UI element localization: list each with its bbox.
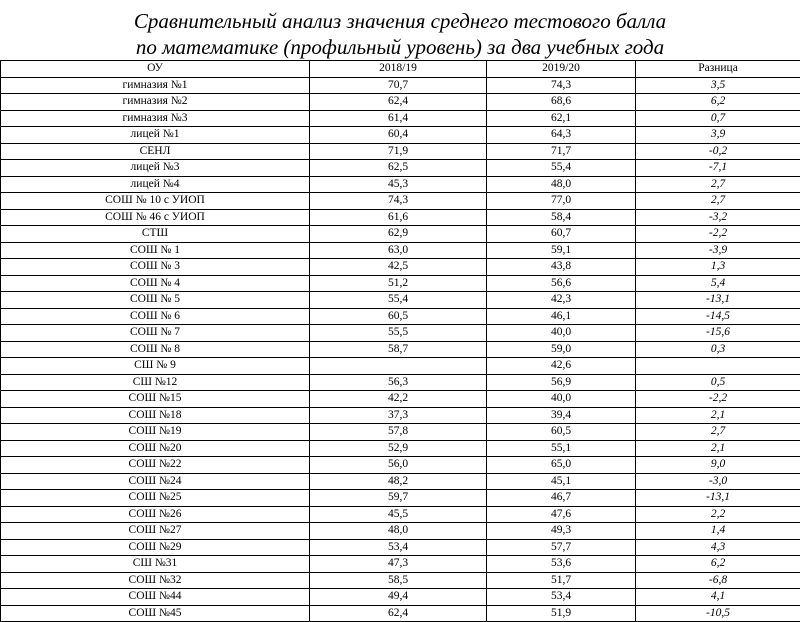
score-2019-20-cell: 43,8 — [487, 259, 636, 276]
score-2019-20-cell: 56,9 — [487, 374, 636, 391]
table-row — [1, 94, 800, 111]
table-row — [1, 440, 800, 457]
header-difference: Разница — [636, 61, 800, 78]
score-2018-19-cell: 48,2 — [310, 473, 487, 490]
difference-cell — [636, 358, 800, 375]
title-line-2: по математике (профильный уровень) за два учебных года — [0, 34, 800, 60]
difference-cell: 2,7 — [636, 193, 800, 210]
school-cell: СОШ № 1 — [1, 242, 310, 259]
table-row — [1, 407, 800, 424]
school-cell: СОШ №45 — [1, 605, 310, 622]
school-cell: гимназия №2 — [1, 94, 310, 111]
score-2018-19-cell: 42,5 — [310, 259, 487, 276]
table-row — [1, 605, 800, 622]
table-row — [1, 341, 800, 358]
score-2019-20-cell: 51,9 — [487, 605, 636, 622]
table-row — [1, 523, 800, 540]
score-2018-19-cell: 56,3 — [310, 374, 487, 391]
score-2018-19-cell: 60,4 — [310, 127, 487, 144]
table-row — [1, 424, 800, 441]
score-2019-20-cell: 74,3 — [487, 77, 636, 94]
table-header-row — [1, 61, 800, 78]
score-2019-20-cell: 71,7 — [487, 143, 636, 160]
score-2019-20-cell: 58,4 — [487, 209, 636, 226]
difference-cell: 2,1 — [636, 407, 800, 424]
score-2018-19-cell: 52,9 — [310, 440, 487, 457]
school-cell: СОШ №25 — [1, 490, 310, 507]
difference-cell: 4,3 — [636, 539, 800, 556]
school-cell: гимназия №3 — [1, 110, 310, 127]
difference-cell: 0,7 — [636, 110, 800, 127]
school-cell: лицей №4 — [1, 176, 310, 193]
score-2019-20-cell: 49,3 — [487, 523, 636, 540]
school-cell: СОШ №15 — [1, 391, 310, 408]
difference-cell: -13,1 — [636, 490, 800, 507]
difference-cell: -6,8 — [636, 572, 800, 589]
header-2019-20: 2019/20 — [487, 61, 636, 78]
school-cell: СОШ № 7 — [1, 325, 310, 342]
score-2019-20-cell: 40,0 — [487, 391, 636, 408]
score-2019-20-cell: 39,4 — [487, 407, 636, 424]
score-2018-19-cell: 58,7 — [310, 341, 487, 358]
school-cell: СОШ №44 — [1, 589, 310, 606]
difference-cell: -7,1 — [636, 160, 800, 177]
difference-cell: -2,2 — [636, 226, 800, 243]
difference-cell: 3,9 — [636, 127, 800, 144]
header-school: ОУ — [1, 61, 310, 78]
school-cell: лицей №1 — [1, 127, 310, 144]
table-row — [1, 308, 800, 325]
difference-cell: 2,7 — [636, 176, 800, 193]
table-row — [1, 391, 800, 408]
score-2018-19-cell: 45,5 — [310, 506, 487, 523]
score-2019-20-cell: 53,4 — [487, 589, 636, 606]
score-2019-20-cell: 46,7 — [487, 490, 636, 507]
difference-cell: -3,9 — [636, 242, 800, 259]
table-row — [1, 358, 800, 375]
score-2018-19-cell: 61,4 — [310, 110, 487, 127]
table-row — [1, 556, 800, 573]
header-2018-19: 2018/19 — [310, 61, 487, 78]
score-2019-20-cell: 42,3 — [487, 292, 636, 309]
score-2019-20-cell: 56,6 — [487, 275, 636, 292]
score-2018-19-cell: 60,5 — [310, 308, 487, 325]
school-cell: лицей №3 — [1, 160, 310, 177]
score-2019-20-cell: 40,0 — [487, 325, 636, 342]
difference-cell: 6,2 — [636, 94, 800, 111]
table-row — [1, 160, 800, 177]
difference-cell: 2,7 — [636, 424, 800, 441]
table-row — [1, 292, 800, 309]
table-row — [1, 473, 800, 490]
score-2018-19-cell: 63,0 — [310, 242, 487, 259]
score-2018-19-cell: 70,7 — [310, 77, 487, 94]
score-2018-19-cell: 47,3 — [310, 556, 487, 573]
difference-cell: 0,3 — [636, 341, 800, 358]
school-cell: СОШ №24 — [1, 473, 310, 490]
school-cell: СШ №12 — [1, 374, 310, 391]
difference-cell: 3,5 — [636, 77, 800, 94]
score-2018-19-cell: 55,4 — [310, 292, 487, 309]
school-cell: СОШ №26 — [1, 506, 310, 523]
table-row — [1, 539, 800, 556]
score-2019-20-cell: 68,6 — [487, 94, 636, 111]
difference-cell: -3,0 — [636, 473, 800, 490]
score-2019-20-cell: 55,4 — [487, 160, 636, 177]
score-2019-20-cell: 45,1 — [487, 473, 636, 490]
difference-cell: -13,1 — [636, 292, 800, 309]
table-row — [1, 226, 800, 243]
score-2019-20-cell: 60,5 — [487, 424, 636, 441]
school-cell: СОШ №32 — [1, 572, 310, 589]
score-2018-19-cell: 61,6 — [310, 209, 487, 226]
table-row — [1, 110, 800, 127]
difference-cell: -14,5 — [636, 308, 800, 325]
difference-cell: 1,3 — [636, 259, 800, 276]
school-cell: СОШ № 5 — [1, 292, 310, 309]
difference-cell: 2,2 — [636, 506, 800, 523]
score-2018-19-cell: 59,7 — [310, 490, 487, 507]
score-2019-20-cell: 47,6 — [487, 506, 636, 523]
school-cell: СШ № 9 — [1, 358, 310, 375]
score-2019-20-cell: 59,0 — [487, 341, 636, 358]
document-title — [0, 8, 800, 60]
school-cell: СОШ №27 — [1, 523, 310, 540]
school-cell: СОШ №29 — [1, 539, 310, 556]
difference-cell: -3,2 — [636, 209, 800, 226]
table-row — [1, 259, 800, 276]
score-2018-19-cell — [310, 358, 487, 375]
score-2019-20-cell: 46,1 — [487, 308, 636, 325]
difference-cell: 5,4 — [636, 275, 800, 292]
difference-cell: 0,5 — [636, 374, 800, 391]
table-row — [1, 242, 800, 259]
score-2018-19-cell: 55,5 — [310, 325, 487, 342]
score-2019-20-cell: 59,1 — [487, 242, 636, 259]
score-2019-20-cell: 60,7 — [487, 226, 636, 243]
score-2018-19-cell: 45,3 — [310, 176, 487, 193]
table-row — [1, 374, 800, 391]
score-2018-19-cell: 56,0 — [310, 457, 487, 474]
score-2019-20-cell: 42,6 — [487, 358, 636, 375]
score-2018-19-cell: 62,5 — [310, 160, 487, 177]
table-row — [1, 143, 800, 160]
score-2019-20-cell: 65,0 — [487, 457, 636, 474]
score-2018-19-cell: 74,3 — [310, 193, 487, 210]
score-2018-19-cell: 37,3 — [310, 407, 487, 424]
school-cell: СОШ № 46 с УИОП — [1, 209, 310, 226]
difference-cell: 9,0 — [636, 457, 800, 474]
school-cell: СОШ № 8 — [1, 341, 310, 358]
table-row — [1, 589, 800, 606]
school-cell: СОШ № 6 — [1, 308, 310, 325]
score-2019-20-cell: 51,7 — [487, 572, 636, 589]
table-row — [1, 209, 800, 226]
school-cell: СОШ № 4 — [1, 275, 310, 292]
school-cell: СОШ №20 — [1, 440, 310, 457]
table-row — [1, 77, 800, 94]
difference-cell: -15,6 — [636, 325, 800, 342]
title-line-1: Сравнительный анализ значения среднего тестового балла — [0, 8, 800, 34]
score-2018-19-cell: 48,0 — [310, 523, 487, 540]
school-cell: СОШ №22 — [1, 457, 310, 474]
table-row — [1, 572, 800, 589]
score-2018-19-cell: 58,5 — [310, 572, 487, 589]
difference-cell: 6,2 — [636, 556, 800, 573]
score-2018-19-cell: 71,9 — [310, 143, 487, 160]
score-2018-19-cell: 62,4 — [310, 605, 487, 622]
table-row — [1, 325, 800, 342]
school-cell: СОШ № 10 с УИОП — [1, 193, 310, 210]
score-2019-20-cell: 62,1 — [487, 110, 636, 127]
score-2019-20-cell: 57,7 — [487, 539, 636, 556]
school-cell: гимназия №1 — [1, 77, 310, 94]
difference-cell: -10,5 — [636, 605, 800, 622]
score-2019-20-cell: 77,0 — [487, 193, 636, 210]
table-row — [1, 176, 800, 193]
difference-cell: 2,1 — [636, 440, 800, 457]
table-row — [1, 193, 800, 210]
difference-cell: -2,2 — [636, 391, 800, 408]
table-row — [1, 275, 800, 292]
score-2019-20-cell: 53,6 — [487, 556, 636, 573]
table-row — [1, 506, 800, 523]
table-row — [1, 490, 800, 507]
table-row — [1, 127, 800, 144]
score-2018-19-cell: 62,9 — [310, 226, 487, 243]
score-2018-19-cell: 51,2 — [310, 275, 487, 292]
difference-cell: -0,2 — [636, 143, 800, 160]
school-cell: СОШ № 3 — [1, 259, 310, 276]
scores-table — [0, 60, 800, 622]
score-2018-19-cell: 57,8 — [310, 424, 487, 441]
score-2018-19-cell: 49,4 — [310, 589, 487, 606]
school-cell: СТШ — [1, 226, 310, 243]
table-row — [1, 457, 800, 474]
score-2018-19-cell: 53,4 — [310, 539, 487, 556]
score-2019-20-cell: 48,0 — [487, 176, 636, 193]
school-cell: СОШ №18 — [1, 407, 310, 424]
school-cell: СШ №31 — [1, 556, 310, 573]
difference-cell: 1,4 — [636, 523, 800, 540]
score-2018-19-cell: 42,2 — [310, 391, 487, 408]
score-2019-20-cell: 55,1 — [487, 440, 636, 457]
school-cell: СОШ №19 — [1, 424, 310, 441]
difference-cell: 4,1 — [636, 589, 800, 606]
score-2019-20-cell: 64,3 — [487, 127, 636, 144]
score-2018-19-cell: 62,4 — [310, 94, 487, 111]
school-cell: СЕНЛ — [1, 143, 310, 160]
